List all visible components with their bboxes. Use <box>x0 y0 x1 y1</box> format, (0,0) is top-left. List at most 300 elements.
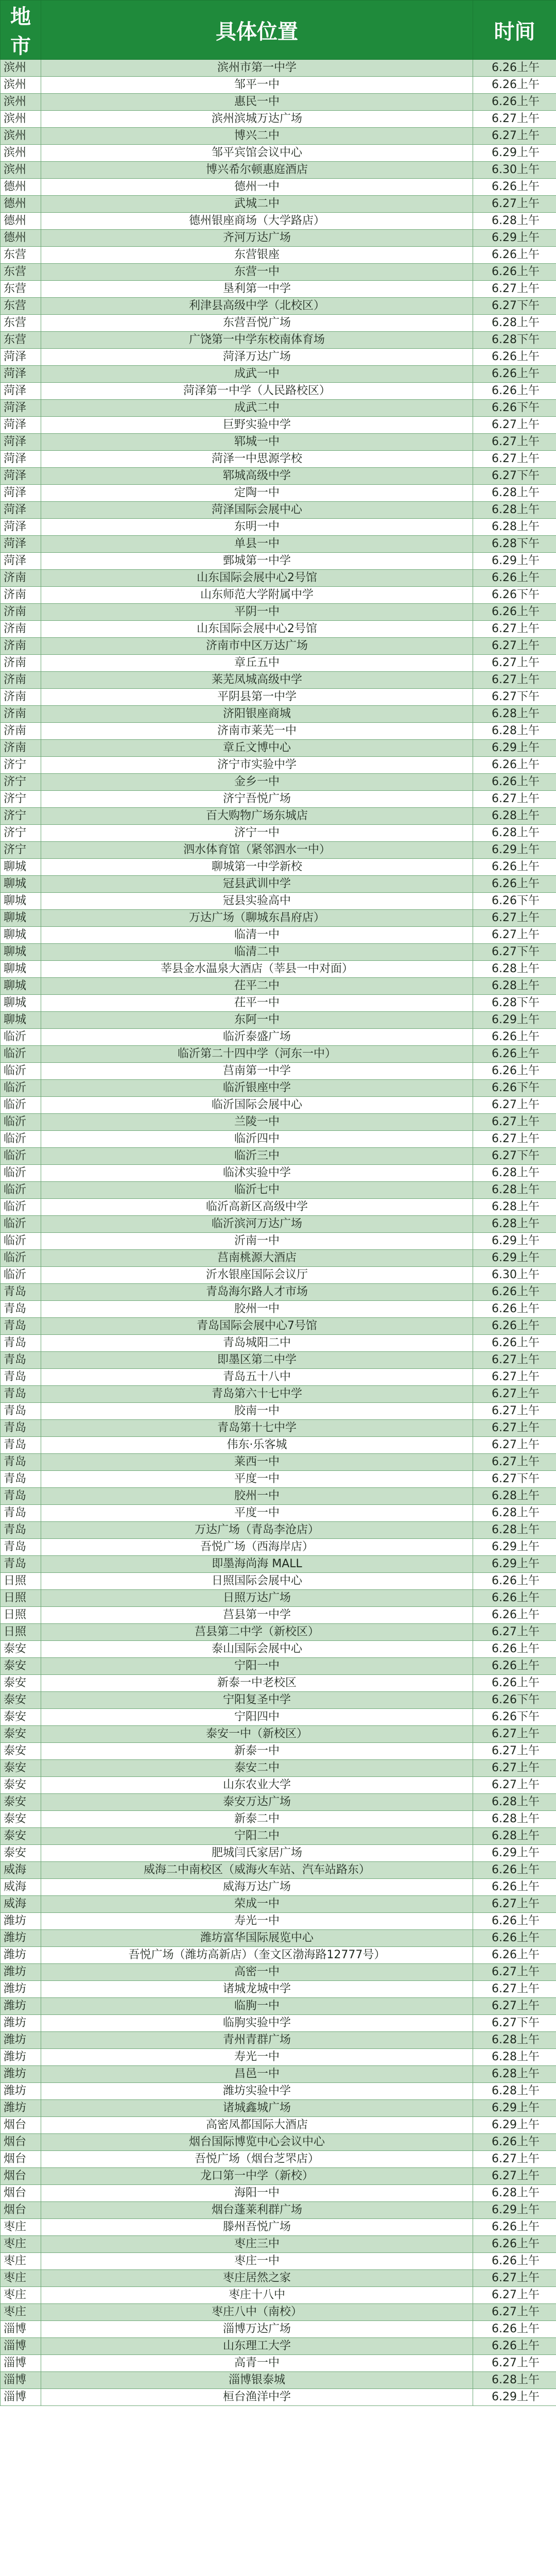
row-location: 荣成一中 <box>41 1896 473 1913</box>
row-date: 6.26上午 <box>473 1029 556 1046</box>
row-date: 6.26下午 <box>473 1692 556 1709</box>
table-row <box>1 2270 556 2287</box>
row-date: 6.26上午 <box>473 1913 556 1930</box>
row-city: 淄博 <box>1 2338 41 2355</box>
row-location: 沂水银座国际会议厅 <box>41 1267 473 1284</box>
row-city: 济宁 <box>1 791 41 808</box>
row-city: 东营 <box>1 281 41 298</box>
row-city: 潍坊 <box>1 2100 41 2117</box>
table-row <box>1 1590 556 1607</box>
row-date: 6.28上午 <box>473 978 556 995</box>
header-date: 时间 <box>473 1 556 60</box>
row-date: 6.26上午 <box>473 2219 556 2236</box>
row-date: 6.27上午 <box>473 2168 556 2185</box>
row-location: 莱芜凤城高级中学 <box>41 672 473 689</box>
row-city: 潍坊 <box>1 1964 41 1981</box>
table-row <box>1 468 556 485</box>
table-row <box>1 247 556 264</box>
row-city: 泰安 <box>1 1692 41 1709</box>
row-location: 邹平宾馆会议中心 <box>41 145 473 162</box>
row-city: 潍坊 <box>1 2015 41 2032</box>
row-date: 6.29上午 <box>473 2100 556 2117</box>
header-location: 具体位置 <box>41 1 473 60</box>
table-row <box>1 417 556 434</box>
table-row <box>1 162 556 179</box>
row-city: 菏泽 <box>1 553 41 570</box>
row-city: 聊城 <box>1 978 41 995</box>
table-row <box>1 128 556 145</box>
row-city: 济宁 <box>1 842 41 859</box>
row-city: 聊城 <box>1 961 41 978</box>
row-date: 6.27下午 <box>473 944 556 961</box>
row-date: 6.27上午 <box>473 1624 556 1641</box>
row-city: 青岛 <box>1 1335 41 1352</box>
row-city: 临沂 <box>1 1131 41 1148</box>
row-date: 6.26上午 <box>473 1573 556 1590</box>
row-date: 6.29上午 <box>473 740 556 757</box>
row-date: 6.26上午 <box>473 2253 556 2270</box>
row-date: 6.28下午 <box>473 536 556 553</box>
row-date: 6.28上午 <box>473 2049 556 2066</box>
table-row <box>1 1420 556 1437</box>
row-date: 6.27上午 <box>473 2151 556 2168</box>
row-city: 泰安 <box>1 1777 41 1794</box>
row-location: 日照国际会展中心 <box>41 1573 473 1590</box>
table-row <box>1 213 556 230</box>
table-row <box>1 1505 556 1522</box>
row-city: 临沂 <box>1 1199 41 1216</box>
row-city: 菏泽 <box>1 417 41 434</box>
table-row <box>1 2253 556 2270</box>
table-row <box>1 366 556 383</box>
table-row <box>1 2321 556 2338</box>
row-city: 潍坊 <box>1 1930 41 1947</box>
row-date: 6.28上午 <box>473 2185 556 2202</box>
row-date: 6.29上午 <box>473 553 556 570</box>
table-row <box>1 2117 556 2134</box>
table-row <box>1 638 556 655</box>
table-row <box>1 383 556 400</box>
row-date: 6.27下午 <box>473 1471 556 1488</box>
row-date: 6.27上午 <box>473 196 556 213</box>
row-city: 泰安 <box>1 1760 41 1777</box>
row-date: 6.26上午 <box>473 1301 556 1318</box>
row-location: 博兴希尔顿惠庭酒店 <box>41 162 473 179</box>
row-location: 济南市莱芜一中 <box>41 723 473 740</box>
row-city: 烟台 <box>1 2202 41 2219</box>
row-date: 6.27上午 <box>473 791 556 808</box>
row-city: 烟台 <box>1 2185 41 2202</box>
row-city: 威海 <box>1 1896 41 1913</box>
row-location: 单县一中 <box>41 536 473 553</box>
row-city: 青岛 <box>1 1556 41 1573</box>
row-date: 6.27上午 <box>473 128 556 145</box>
row-location: 胶南一中 <box>41 1403 473 1420</box>
table-row <box>1 2389 556 2406</box>
row-date: 6.27上午 <box>473 434 556 451</box>
row-location: 临沂国际会展中心 <box>41 1097 473 1114</box>
row-location: 沂南一中 <box>41 1233 473 1250</box>
row-location: 临朐一中 <box>41 1998 473 2015</box>
row-city: 滨州 <box>1 162 41 179</box>
table-row <box>1 2134 556 2151</box>
table-row <box>1 2304 556 2321</box>
row-city: 聊城 <box>1 876 41 893</box>
row-location: 青岛国际会展中心7号馆 <box>41 1318 473 1335</box>
row-date: 6.29上午 <box>473 1233 556 1250</box>
table-row <box>1 179 556 196</box>
row-location: 青岛第六十七中学 <box>41 1386 473 1403</box>
row-city: 泰安 <box>1 1658 41 1675</box>
row-location: 寿光一中 <box>41 1913 473 1930</box>
row-location: 宁阳一中 <box>41 1658 473 1675</box>
row-date: 6.28上午 <box>473 1199 556 1216</box>
table-row <box>1 808 556 825</box>
table-row <box>1 1607 556 1624</box>
row-date: 6.26上午 <box>473 1335 556 1352</box>
row-location: 广饶第一中学东校南体育场 <box>41 332 473 349</box>
row-location: 济宁吾悦广场 <box>41 791 473 808</box>
row-city: 济南 <box>1 587 41 604</box>
row-location: 德州银座商场（大学路店） <box>41 213 473 230</box>
table-row <box>1 1029 556 1046</box>
row-city: 枣庄 <box>1 2304 41 2321</box>
row-date: 6.29上午 <box>473 1539 556 1556</box>
row-date: 6.28上午 <box>473 1216 556 1233</box>
row-location: 惠民一中 <box>41 94 473 111</box>
table-row <box>1 961 556 978</box>
row-location: 泰安万达广场 <box>41 1794 473 1811</box>
row-location: 济阳银座商城 <box>41 706 473 723</box>
row-date: 6.27下午 <box>473 298 556 315</box>
row-city: 济宁 <box>1 808 41 825</box>
row-date: 6.26上午 <box>473 876 556 893</box>
row-date: 6.27上午 <box>473 1896 556 1913</box>
row-date: 6.26下午 <box>473 1080 556 1097</box>
row-location: 菏泽万达广场 <box>41 349 473 366</box>
row-location: 吾悦广场（西海岸店） <box>41 1539 473 1556</box>
row-city: 淄博 <box>1 2355 41 2372</box>
row-city: 临沂 <box>1 1233 41 1250</box>
row-city: 威海 <box>1 1879 41 1896</box>
table-row <box>1 1216 556 1233</box>
row-date: 6.27上午 <box>473 927 556 944</box>
row-location: 胶州一中 <box>41 1301 473 1318</box>
row-location: 枣庄十八中 <box>41 2287 473 2304</box>
row-city: 菏泽 <box>1 400 41 417</box>
row-city: 德州 <box>1 196 41 213</box>
row-location: 武城二中 <box>41 196 473 213</box>
table-row <box>1 757 556 774</box>
row-city: 日照 <box>1 1607 41 1624</box>
row-date: 6.27上午 <box>473 1760 556 1777</box>
row-city: 菏泽 <box>1 468 41 485</box>
header-row <box>1 1 556 60</box>
row-city: 济南 <box>1 672 41 689</box>
row-date: 6.26上午 <box>473 757 556 774</box>
row-location: 滨州滨城万达广场 <box>41 111 473 128</box>
table-row <box>1 264 556 281</box>
table-row <box>1 1964 556 1981</box>
table-row <box>1 944 556 961</box>
table-row <box>1 859 556 876</box>
row-date: 6.26上午 <box>473 1641 556 1658</box>
row-date: 6.27上午 <box>473 621 556 638</box>
table-row <box>1 621 556 638</box>
row-city: 聊城 <box>1 910 41 927</box>
table-row <box>1 502 556 519</box>
row-location: 潍坊富华国际展览中心 <box>41 1930 473 1947</box>
table-row <box>1 604 556 621</box>
row-date: 6.27上午 <box>473 417 556 434</box>
row-location: 菏泽第一中学（人民路校区） <box>41 383 473 400</box>
row-date: 6.26上午 <box>473 1879 556 1896</box>
row-date: 6.29上午 <box>473 2389 556 2406</box>
row-date: 6.28上午 <box>473 315 556 332</box>
table-row <box>1 1862 556 1879</box>
table-row <box>1 60 556 77</box>
table-row <box>1 1913 556 1930</box>
table-row <box>1 1828 556 1845</box>
row-date: 6.30上午 <box>473 1267 556 1284</box>
row-location: 巨野实验中学 <box>41 417 473 434</box>
row-date: 6.27上午 <box>473 111 556 128</box>
row-city: 济南 <box>1 570 41 587</box>
table-row <box>1 723 556 740</box>
table-body <box>1 60 556 2406</box>
row-city: 滨州 <box>1 145 41 162</box>
row-city: 临沂 <box>1 1148 41 1165</box>
row-location: 邹平一中 <box>41 77 473 94</box>
row-city: 聊城 <box>1 1012 41 1029</box>
row-city: 临沂 <box>1 1267 41 1284</box>
table-row <box>1 655 556 672</box>
table-row <box>1 2236 556 2253</box>
table-row <box>1 1369 556 1386</box>
row-date: 6.28上午 <box>473 961 556 978</box>
row-city: 菏泽 <box>1 451 41 468</box>
row-city: 青岛 <box>1 1454 41 1471</box>
table-row <box>1 1437 556 1454</box>
row-location: 宁阳四中 <box>41 1709 473 1726</box>
row-city: 德州 <box>1 230 41 247</box>
row-city: 青岛 <box>1 1488 41 1505</box>
row-city: 滨州 <box>1 77 41 94</box>
table-row <box>1 1233 556 1250</box>
row-city: 泰安 <box>1 1794 41 1811</box>
table-row <box>1 485 556 502</box>
row-city: 德州 <box>1 213 41 230</box>
table-row <box>1 553 556 570</box>
row-date: 6.26上午 <box>473 179 556 196</box>
row-city: 济南 <box>1 723 41 740</box>
table-row <box>1 791 556 808</box>
row-city: 潍坊 <box>1 2032 41 2049</box>
row-city: 泰安 <box>1 1709 41 1726</box>
row-city: 聊城 <box>1 927 41 944</box>
row-location: 临沂滨河万达广场 <box>41 1216 473 1233</box>
row-location: 滕州吾悦广场 <box>41 2219 473 2236</box>
row-date: 6.27上午 <box>473 1454 556 1471</box>
row-city: 潍坊 <box>1 2049 41 2066</box>
row-location: 诸城龙城中学 <box>41 1981 473 1998</box>
row-city: 枣庄 <box>1 2270 41 2287</box>
row-date: 6.28上午 <box>473 2083 556 2100</box>
row-date: 6.26上午 <box>473 1930 556 1947</box>
table-row <box>1 1760 556 1777</box>
row-date: 6.28上午 <box>473 706 556 723</box>
row-city: 菏泽 <box>1 536 41 553</box>
row-city: 泰安 <box>1 1641 41 1658</box>
row-location: 德州一中 <box>41 179 473 196</box>
row-date: 6.27下午 <box>473 468 556 485</box>
row-city: 青岛 <box>1 1505 41 1522</box>
row-date: 6.28上午 <box>473 485 556 502</box>
row-location: 郓城高级中学 <box>41 468 473 485</box>
row-date: 6.29上午 <box>473 1012 556 1029</box>
row-city: 菏泽 <box>1 366 41 383</box>
row-city: 滨州 <box>1 128 41 145</box>
row-location: 昌邑一中 <box>41 2066 473 2083</box>
row-date: 6.26上午 <box>473 60 556 77</box>
row-location: 临沂泰盛广场 <box>41 1029 473 1046</box>
row-city: 菏泽 <box>1 383 41 400</box>
row-location: 齐河万达广场 <box>41 230 473 247</box>
row-date: 6.26下午 <box>473 400 556 417</box>
row-location: 章丘五中 <box>41 655 473 672</box>
row-city: 济宁 <box>1 774 41 791</box>
table-row <box>1 570 556 587</box>
row-location: 临清二中 <box>41 944 473 961</box>
table-row <box>1 2219 556 2236</box>
row-city: 聊城 <box>1 995 41 1012</box>
row-date: 6.26上午 <box>473 1318 556 1335</box>
row-date: 6.27下午 <box>473 689 556 706</box>
row-city: 聊城 <box>1 859 41 876</box>
row-location: 诸城鑫城广场 <box>41 2100 473 2117</box>
row-date: 6.29上午 <box>473 842 556 859</box>
table-row <box>1 2032 556 2049</box>
row-date: 6.27上午 <box>473 1352 556 1369</box>
row-date: 6.27上午 <box>473 451 556 468</box>
table-row <box>1 1556 556 1573</box>
row-date: 6.26上午 <box>473 1947 556 1964</box>
row-city: 青岛 <box>1 1301 41 1318</box>
row-location: 菏泽国际会展中心 <box>41 502 473 519</box>
row-location: 泗水体育馆（紧邻泗水一中） <box>41 842 473 859</box>
table-row <box>1 2355 556 2372</box>
row-city: 泰安 <box>1 1726 41 1743</box>
row-date: 6.26上午 <box>473 264 556 281</box>
row-city: 烟台 <box>1 2117 41 2134</box>
table-row <box>1 2185 556 2202</box>
row-location: 万达广场（青岛李沧店） <box>41 1522 473 1539</box>
table-row <box>1 1573 556 1590</box>
table-row <box>1 672 556 689</box>
table-row <box>1 2100 556 2117</box>
row-location: 东阿一中 <box>41 1012 473 1029</box>
row-location: 平阴县第一中学 <box>41 689 473 706</box>
row-location: 即墨海尚海 MALL <box>41 1556 473 1573</box>
table-row <box>1 2372 556 2389</box>
table-row <box>1 1403 556 1420</box>
table-row <box>1 587 556 604</box>
row-city: 菏泽 <box>1 349 41 366</box>
row-city: 青岛 <box>1 1471 41 1488</box>
row-location: 冠县实验高中 <box>41 893 473 910</box>
row-location: 临沂银座中学 <box>41 1080 473 1097</box>
row-city: 济南 <box>1 638 41 655</box>
row-date: 6.26下午 <box>473 587 556 604</box>
row-date: 6.28上午 <box>473 723 556 740</box>
row-location: 临清一中 <box>41 927 473 944</box>
table-row <box>1 1624 556 1641</box>
table-row <box>1 2338 556 2355</box>
row-date: 6.28上午 <box>473 2066 556 2083</box>
row-date: 6.27上午 <box>473 2287 556 2304</box>
row-city: 东营 <box>1 332 41 349</box>
table-row <box>1 740 556 757</box>
row-location: 山东农业大学 <box>41 1777 473 1794</box>
row-city: 济宁 <box>1 825 41 842</box>
row-date: 6.27上午 <box>473 1386 556 1403</box>
table-row <box>1 1199 556 1216</box>
row-date: 6.26上午 <box>473 1063 556 1080</box>
row-location: 枣庄八中（南校） <box>41 2304 473 2321</box>
row-date: 6.28上午 <box>473 808 556 825</box>
row-location: 新泰二中 <box>41 1811 473 1828</box>
table-row <box>1 2049 556 2066</box>
table-row <box>1 434 556 451</box>
table-row <box>1 1284 556 1301</box>
row-city: 烟台 <box>1 2168 41 2185</box>
row-date: 6.28上午 <box>473 2372 556 2389</box>
row-location: 郓城一中 <box>41 434 473 451</box>
row-date: 6.28上午 <box>473 213 556 230</box>
row-location: 烟台国际博览中心会议中心 <box>41 2134 473 2151</box>
table-row <box>1 1930 556 1947</box>
row-date: 6.26上午 <box>473 1675 556 1692</box>
row-city: 临沂 <box>1 1046 41 1063</box>
row-date: 6.27上午 <box>473 1998 556 2015</box>
row-location: 泰山国际会展中心 <box>41 1641 473 1658</box>
row-date: 6.28上午 <box>473 519 556 536</box>
row-date: 6.26上午 <box>473 2338 556 2355</box>
row-date: 6.28上午 <box>473 1165 556 1182</box>
table-row <box>1 1335 556 1352</box>
row-date: 6.26上午 <box>473 349 556 366</box>
table-row <box>1 1488 556 1505</box>
row-location: 威海二中南校区（威海火车站、汽车站路东） <box>41 1862 473 1879</box>
row-date: 6.26上午 <box>473 94 556 111</box>
row-date: 6.26上午 <box>473 247 556 264</box>
row-date: 6.29上午 <box>473 230 556 247</box>
row-date: 6.28上午 <box>473 2032 556 2049</box>
row-city: 潍坊 <box>1 1913 41 1930</box>
row-date: 6.27上午 <box>473 2355 556 2372</box>
table-row <box>1 1777 556 1794</box>
table-row <box>1 2151 556 2168</box>
row-city: 潍坊 <box>1 1998 41 2015</box>
table-row <box>1 774 556 791</box>
row-location: 枣庄三中 <box>41 2236 473 2253</box>
table-row <box>1 1743 556 1760</box>
row-city: 德州 <box>1 179 41 196</box>
row-city: 济南 <box>1 706 41 723</box>
table-row <box>1 111 556 128</box>
row-date: 6.28上午 <box>473 1794 556 1811</box>
row-date: 6.29上午 <box>473 1556 556 1573</box>
